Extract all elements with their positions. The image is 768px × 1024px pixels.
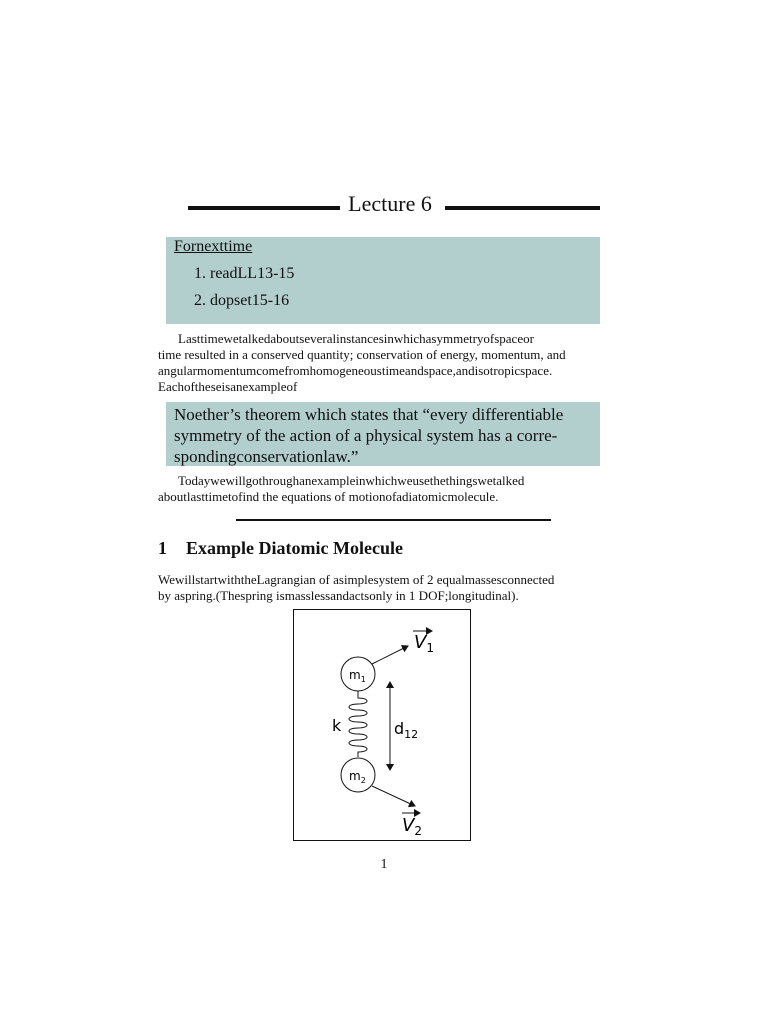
v1-vector-arrow — [372, 646, 408, 664]
paragraph-line: angularmomentumcomefromhomogeneoustimeandspace,andisotropicspace. — [158, 363, 553, 378]
theorem-text — [174, 404, 599, 467]
theorem-line: symmetry of the action of a physical system has a corre- — [174, 426, 558, 445]
intro-paragraph — [158, 331, 608, 395]
spring-coil — [349, 691, 367, 757]
section-paragraph — [158, 572, 608, 604]
v2-label: $V_2$ — [402, 815, 422, 838]
title-rule-right — [445, 206, 600, 210]
molecule-diagram — [294, 610, 470, 840]
paragraph-line: Todaywewillgothroughanexampleinwhichweusethethingswetalked — [178, 473, 525, 488]
section-number: 1 — [158, 538, 167, 558]
theorem-box — [166, 402, 600, 466]
paragraph-line: WewillstartwiththeLagrangian of asimplesystem of 2 equalmassesconnected — [158, 572, 555, 587]
todo-item: 2. dopset15-16 — [194, 292, 290, 309]
paragraph-line: aboutlasttimetofind the equations of motionofadiatomicmolecule. — [158, 489, 499, 504]
section-divider — [236, 519, 551, 521]
v1-label: $V_1$ — [414, 632, 434, 655]
todo-heading: Fornexttime — [174, 238, 253, 255]
page-title: Lecture 6 — [348, 191, 432, 216]
section-title: Example Diatomic Molecule — [186, 538, 403, 558]
today-paragraph — [158, 473, 608, 505]
section-heading — [158, 537, 403, 559]
title-rule-left — [188, 206, 340, 210]
todo-item: 1. readLL13-15 — [194, 265, 295, 282]
paragraph-line: by aspring.(Thespring ismasslessandactsonly in 1 DOF;longitudinal). — [158, 588, 519, 603]
paragraph-line: Eachoftheseisanexampleof — [158, 379, 298, 394]
theorem-line: Noether’s theorem which states that “every differentiable — [174, 405, 564, 424]
mass-2-label: $m_2$ — [349, 769, 366, 785]
mass-1-label: $m_1$ — [349, 668, 366, 684]
paragraph-line: Lasttimewetalkedaboutseveralinstancesinwhichasymmetryofspaceor — [178, 331, 534, 346]
todo-box — [166, 237, 600, 324]
page-number: 1 — [380, 857, 388, 872]
theorem-line: spondingconservationlaw.” — [174, 447, 359, 466]
diatomic-molecule-figure — [293, 609, 471, 841]
distance-label: $d_{12}$ — [394, 719, 419, 741]
spring-constant-label: k — [332, 716, 342, 735]
paragraph-line: time resulted in a conserved quantity; conservation of energy, momentum, and — [158, 347, 566, 362]
v2-vector-arrow — [372, 786, 415, 806]
